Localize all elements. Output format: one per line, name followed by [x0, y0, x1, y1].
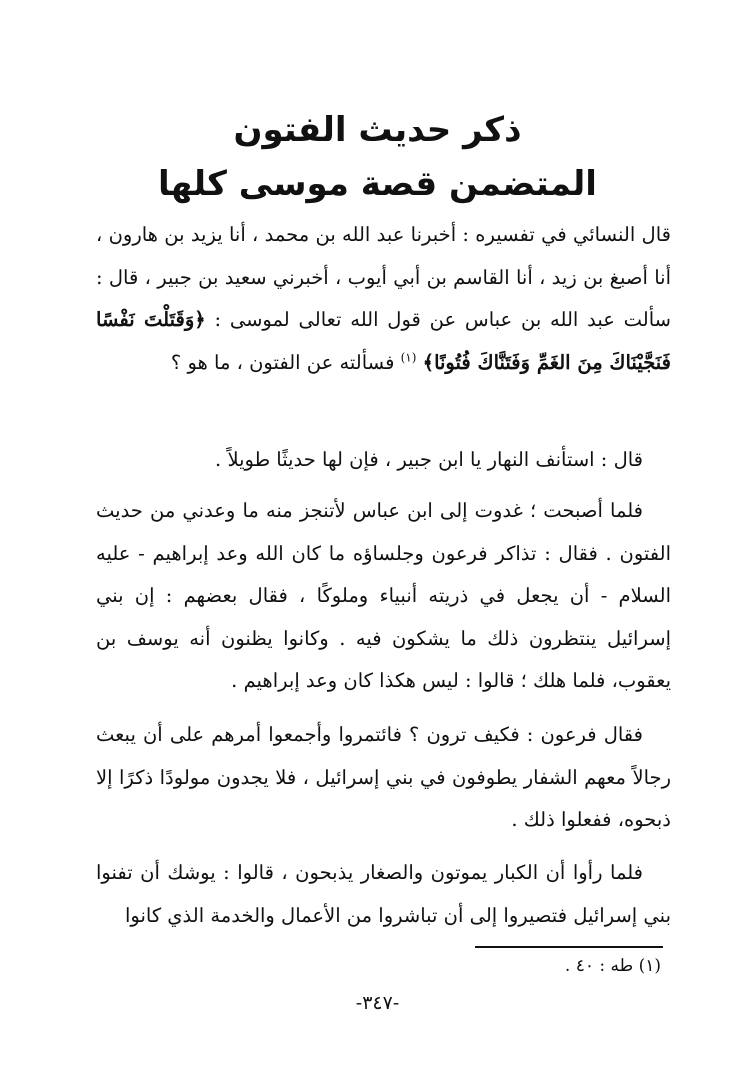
paragraph-3	[96, 490, 671, 703]
paragraph-4-text: فقال فرعون : فكيف ترون ؟ فائتمروا وأجمعوا أمرهم على أن يبعث رجالاً معهم الشفار يطوفون في بني إسرائيل ، فلا يجدون مولودًا ذكرًا إلا ذبحوه، ففعلوا ذلك .	[96, 723, 671, 832]
paragraph-5-text: فلما رأوا أن الكبار يموتون والصغار يذبحون ، قالوا : يوشك أن تفنوا بني إسرائيل فتصيروا إلى أن تباشروا من الأعمال والخدمة الذي كانوا	[96, 861, 671, 927]
paragraph-1-end: فسألته عن الفتون ، ما هو ؟	[170, 350, 395, 374]
footnote: (١) طه : ٤٠ .	[564, 956, 661, 976]
paragraph-3-text: فلما أصبحت ؛ غدوت إلى ابن عباس لأتنجز منه ما وعدني من حديث الفتون . فقال : تذاكر فرعون وجلساؤه ما كان الله وعد إبراهيم - عليه السلام - أن يجعل في ذريته أنبياء وملوكًا ، فقال بعضهم : إن بني إسرائيل ينتظرون ذلك ما يشكون فيه . وكانوا يظنون أنه يوسف بن يعقوب، فلما هلك ؛ قالوا : ليس هكذا كان وعد إبراهيم .	[96, 499, 671, 693]
chapter-title-line-1: ذكر حديث الفتون	[233, 110, 522, 150]
quran-verse: ﴿وَقَتَلْتَ نَفْسًا فَنَجَّيْنَاكَ مِنَ الغَمِّ وَفَتَنَّاكَ فُتُونًا﴾	[96, 308, 671, 374]
paragraph-5	[96, 852, 671, 937]
paragraph-2-text: قال : استأنف النهار يا ابن جبير ، فإن لها حديثًا طويلاً .	[215, 448, 643, 471]
footnote-marker: (١)	[400, 350, 417, 365]
paragraph-1-intro: قال النسائي في تفسيره : أخبرنا عبد الله بن محمد ، أنا يزيد بن هارون ، أنا أصبغ بن زيد ، أنا القاسم بن أبي أيوب ، أخبرني سعيد بن جبير ، قال : سألت عبد الله بن عباس عن قول الله تعالى لموسى :	[96, 223, 672, 332]
paragraph-2	[96, 439, 671, 482]
footnote-divider	[475, 946, 663, 948]
page-number: -٣٤٧-	[355, 992, 400, 1014]
chapter-title-line-2: المتضمن قصة موسى كلها	[158, 164, 597, 204]
paragraph-4	[96, 714, 671, 842]
paragraph-1	[96, 214, 671, 384]
